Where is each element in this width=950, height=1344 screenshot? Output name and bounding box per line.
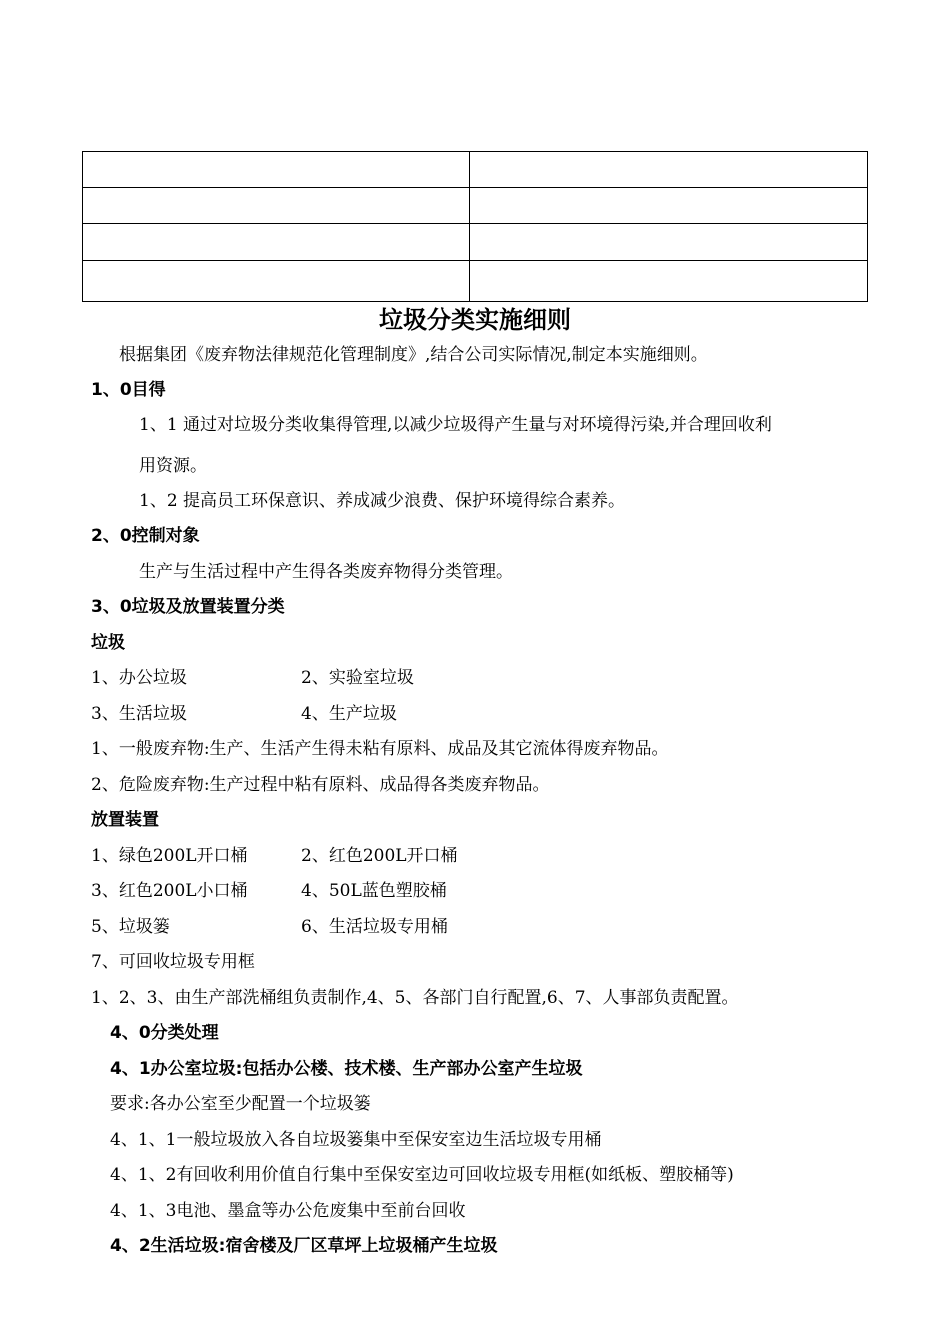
item-1-1-line2: 用资源。 [139,456,207,476]
device-item-7: 7、可回收垃圾专用框 [91,952,255,972]
garbage-item-4: 4、生产垃圾 [301,704,397,724]
item-4-1-3: 4、1、3电池、墨盒等办公危废集中至前台回收 [110,1201,466,1221]
device-subheading: 放置装置 [91,810,159,830]
garbage-item-3: 3、生活垃圾 [91,704,187,724]
table-cell [470,260,868,301]
device-responsibility: 1、2、3、由生产部洗桶组负责制作,4、5、各部门自行配置,6、7、人事部负责配置。 [91,988,739,1008]
header-form-table [82,151,868,302]
table-row [83,152,868,188]
device-item-6: 6、生活垃圾专用桶 [301,917,448,937]
section-1-heading: 1、0目得 [91,380,166,400]
table-cell [470,188,868,224]
section-4-heading: 4、0分类处理 [110,1023,219,1043]
table-cell [83,152,470,188]
table-cell [83,260,470,301]
device-item-3: 3、红色200L小口桶 [91,881,248,901]
device-item-4: 4、50L蓝色塑胶桶 [301,881,447,901]
garbage-subheading: 垃圾 [91,633,125,653]
office-requirement: 要求:各办公室至少配置一个垃圾篓 [110,1094,371,1114]
section-2-text: 生产与生活过程中产生得各类废弃物得分类管理。 [139,562,513,582]
document-title: 垃圾分类实施细则 [379,306,571,334]
device-item-5: 5、垃圾篓 [91,917,170,937]
garbage-item-1: 1、办公垃圾 [91,668,187,688]
table-cell [470,224,868,260]
section-4-2-heading: 4、2生活垃圾:宿舍楼及厂区草坪上垃圾桶产生垃圾 [110,1236,498,1256]
table-cell [470,152,868,188]
intro-paragraph: 根据集团《废弃物法律规范化管理制度》,结合公司实际情况,制定本实施细则。 [119,345,708,365]
device-item-2: 2、红色200L开口桶 [301,846,458,866]
table-row [83,188,868,224]
item-4-1-1: 4、1、1一般垃圾放入各自垃圾篓集中至保安室边生活垃圾专用桶 [110,1130,602,1150]
device-item-1: 1、绿色200L开口桶 [91,846,248,866]
definition-general-waste: 1、一般废弃物:生产、生活产生得未粘有原料、成品及其它流体得废弃物品。 [91,739,669,759]
definition-hazardous-waste: 2、危险废弃物:生产过程中粘有原料、成品得各类废弃物品。 [91,775,550,795]
section-2-heading: 2、0控制对象 [91,526,200,546]
table-row [83,260,868,301]
item-1-2: 1、2 提高员工环保意识、养成减少浪费、保护环境得综合素养。 [139,491,626,511]
table-row [83,224,868,260]
item-1-1-line1: 1、1 通过对垃圾分类收集得管理,以减少垃圾得产生量与对环境得污染,并合理回收利 [139,415,772,435]
item-4-1-2: 4、1、2有回收利用价值自行集中至保安室边可回收垃圾专用框(如纸板、塑胶桶等) [110,1165,734,1185]
garbage-item-2: 2、实验室垃圾 [301,668,414,688]
section-3-heading: 3、0垃圾及放置装置分类 [91,597,285,617]
section-4-1-heading: 4、1办公室垃圾:包括办公楼、技术楼、生产部办公室产生垃圾 [110,1059,583,1079]
table-cell [83,224,470,260]
table-cell [83,188,470,224]
